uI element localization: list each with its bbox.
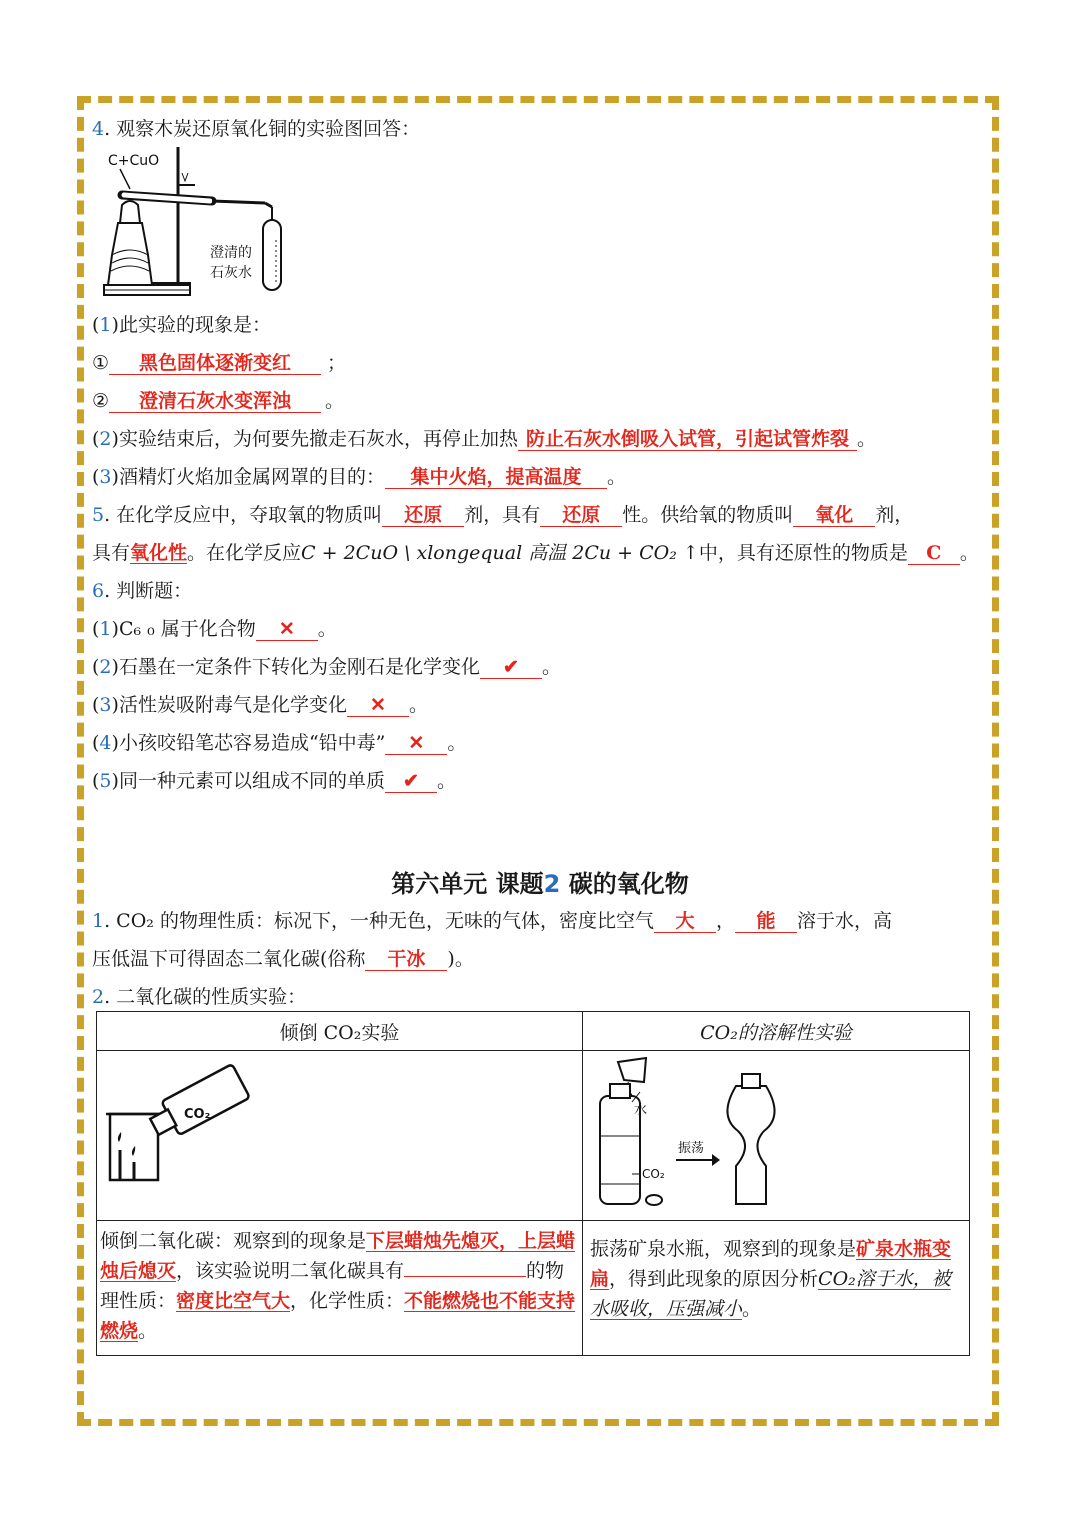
s2-text: . 二氧化碳的性质实验：: [104, 986, 307, 1008]
punct: 。: [408, 694, 428, 716]
section-title-number: 2: [543, 870, 561, 898]
punct: 。: [742, 1298, 762, 1320]
q5-line-2: [92, 540, 979, 566]
dissolve-text-cell: [583, 1221, 970, 1356]
label-shake: 振荡: [678, 1141, 705, 1156]
q6-item: (1)C₆ ₀ 属于化合物 ✕ 。: [92, 618, 337, 640]
q5-text-4: 剂，: [875, 504, 914, 526]
q4-part-1: [92, 312, 271, 338]
pour-text-4: ，化学性质：: [290, 1290, 405, 1312]
q4-answer-1: [92, 350, 346, 376]
q6-item-number: 2: [99, 656, 112, 678]
q6-item-text: 同一种元素可以组成不同的单质: [118, 770, 385, 792]
q4-part-3-number: 3: [99, 466, 112, 488]
q4-part-3: (3)酒精灯火焰加金属网罩的目的： 集中火焰，提高温度 。: [92, 466, 626, 488]
s1-text-4: 压低温下可得固态二氧化碳(俗称: [92, 948, 366, 970]
punct: 。: [436, 770, 456, 792]
q4-part-1-number: 1: [99, 314, 112, 336]
q4-part-1-text: 此实验的现象是：: [118, 314, 271, 336]
q4-part-3-text: 酒精灯火焰加金属网罩的目的：: [118, 466, 385, 488]
q5-text-1: . 在化学反应中，夺取氧的物质叫: [104, 504, 383, 526]
s1-text-1: . CO₂ 的物理性质：标况下，一种无色，无味的气体，密度比空气: [104, 910, 654, 932]
dissolve-reason: CO₂溶于水，被水吸收，压强减小: [590, 1268, 951, 1320]
q4-heading: [92, 116, 420, 142]
s1-line-2: [92, 946, 474, 972]
label-co2-gas: CO₂: [642, 1167, 665, 1181]
q6-item: (4)小孩咬铅笔芯容易造成“铅中毒” ✕ 。: [92, 732, 467, 754]
pour-figure-cell: [97, 1051, 583, 1221]
pour-text-cell: [97, 1221, 583, 1356]
figure-label-reactants: C+CuO: [108, 153, 160, 169]
s1-number: 1: [92, 910, 105, 932]
punct: 。: [541, 656, 561, 678]
q4-answer-2: [92, 388, 344, 414]
q6-item-text: 活性炭吸附毒气是化学变化: [118, 694, 347, 716]
q6-item: (5)同一种元素可以组成不同的单质 ✔ 。: [92, 770, 456, 792]
circle-2-marker: ②: [92, 390, 110, 412]
q6-item-number: 4: [99, 732, 112, 754]
q4-text: . 观察木炭还原氧化铜的实验图回答：: [104, 118, 421, 140]
s1-text-5: )。: [447, 948, 474, 970]
q6-item: (3)活性炭吸附毒气是化学变化 ✕ 。: [92, 694, 428, 716]
q4-part-2-number: 2: [99, 428, 112, 450]
q6-item-text: 石墨在一定条件下转化为金刚石是化学变化: [118, 656, 480, 678]
answer-reducing-agent: 还原: [382, 504, 464, 527]
q6-item-number: 1: [99, 618, 112, 640]
punct: 。: [325, 390, 345, 412]
q5-number: 5: [92, 504, 105, 526]
q5-text-2: 剂，具有: [464, 504, 541, 526]
pour-text-1: 倾倒二氧化碳：观察到的现象是: [100, 1230, 367, 1252]
table-header-dissolve: CO₂的溶解性实验: [583, 1012, 970, 1051]
dissolve-text-1: 振荡矿泉水瓶，观察到的现象是: [590, 1238, 857, 1260]
answer-bottle-flattens: 矿泉水瓶变扁: [590, 1238, 952, 1290]
figure-label-limewater-2: 石灰水: [210, 265, 252, 281]
q4-number: 4: [92, 118, 105, 140]
s1-text-3: 溶于水，高: [796, 910, 892, 932]
pour-description: [98, 1222, 581, 1350]
answer-not-combustible: 不能燃烧也不能支持燃烧: [100, 1290, 576, 1342]
reaction-equation: C + 2CuO \ xlongequal 高温 2Cu + CO₂ ↑: [301, 542, 699, 564]
q5-line-1: [92, 502, 913, 528]
answer-limewater-turbid: 澄清石灰水变浑浊: [109, 390, 321, 413]
q6-item-text: C₆ ₀ 属于化合物: [118, 618, 256, 640]
table-header-pour: 倾倒 CO₂实验: [97, 1012, 583, 1051]
answer-denser-than-air: 密度比空气大: [176, 1290, 291, 1312]
punct: ；: [327, 352, 347, 374]
s2-number: 2: [92, 986, 105, 1008]
answer-reducibility: 还原: [540, 504, 622, 527]
punct: 。: [856, 428, 876, 450]
cross-mark-icon: ✕: [385, 732, 447, 755]
answer-density-greater: 大: [654, 910, 716, 933]
q4-part-2-text: 实验结束后，为何要先撤走石灰水，再停止加热: [118, 428, 518, 450]
punct: 。: [606, 466, 626, 488]
check-mark-icon: ✔: [480, 656, 542, 679]
co2-experiment-table: [96, 1011, 970, 1356]
section-title-prefix: 第六单元 课题: [391, 870, 544, 898]
paren-open: (: [92, 314, 100, 336]
answer-oxidizing-agent: 氧化: [793, 504, 875, 527]
q5-text-7: 中，具有还原性的物质是: [698, 542, 908, 564]
section-title: [0, 864, 1080, 899]
q6-number: 6: [92, 580, 105, 602]
q4-part-2: (2)实验结束后，为何要先撤走石灰水，再停止加热 防止石灰水倒吸入试管，引起试管炸裂 。: [92, 428, 876, 450]
dissolve-text-2: ，得到此现象的原因分析: [609, 1268, 819, 1290]
q5-text-5: 具有: [92, 542, 131, 564]
dissolve-figure-cell: [583, 1051, 970, 1221]
q6-item-text: 小孩咬铅笔芯容易造成“铅中毒”: [118, 732, 386, 754]
section-title-suffix: 碳的氧化物: [560, 870, 689, 898]
answer-black-turns-red: 黑色固体逐渐变红: [109, 352, 321, 375]
bottle-shake-figure: [588, 1056, 968, 1214]
pour-text-2: ，该实验说明二氧化碳具有: [176, 1260, 405, 1282]
q6-heading: [92, 578, 192, 604]
cross-mark-icon: ✕: [347, 694, 409, 717]
s1-line-1: [92, 908, 892, 934]
paren-close: ): [111, 314, 119, 336]
punct: 。: [447, 732, 467, 754]
answer-concentrate-flame: 集中火焰，提高温度: [385, 466, 607, 489]
q6-item: (2)石墨在一定条件下转化为金刚石是化学变化 ✔ 。: [92, 656, 561, 678]
answer-dry-ice: 干冰: [365, 948, 447, 971]
q6-item-number: 5: [99, 770, 112, 792]
check-mark-icon: ✔: [385, 770, 437, 793]
pour-text-3: 的物理性质：: [100, 1260, 565, 1312]
charcoal-cuo-apparatus-figure: [100, 145, 300, 300]
punct: 。: [317, 618, 337, 640]
answer-prevent-backflow: 防止石灰水倒吸入试管，引起试管炸裂: [518, 428, 857, 451]
label-water: 水: [634, 1103, 648, 1118]
co2-bottle-label: CO₂: [184, 1107, 211, 1122]
figure-label-limewater-1: 澄清的: [210, 245, 252, 261]
punct: 。: [138, 1320, 158, 1342]
punct: 。: [959, 542, 979, 564]
answer-reducing-substance: C: [908, 542, 960, 565]
answer-lower-candle-first: 下层蜡烛先熄灭，上层蜡烛后熄灭: [100, 1230, 576, 1282]
empty-blank: [404, 1276, 526, 1277]
q6-text: . 判断题：: [104, 580, 193, 602]
q5-text-3: 性。供给氧的物质叫: [622, 504, 794, 526]
answer-can-dissolve: 能: [735, 910, 797, 933]
q5-text-6: 。在化学反应: [187, 542, 302, 564]
dissolve-description: [584, 1222, 968, 1324]
cross-mark-icon: ✕: [256, 618, 318, 641]
s1-text-2: ，: [715, 910, 735, 932]
circle-1-marker: ①: [92, 352, 110, 374]
answer-oxidizability: 氧化性: [130, 542, 188, 564]
pour-co2-figure: [102, 1062, 252, 1192]
q6-item-number: 3: [99, 694, 112, 716]
s2-heading: [92, 984, 306, 1010]
